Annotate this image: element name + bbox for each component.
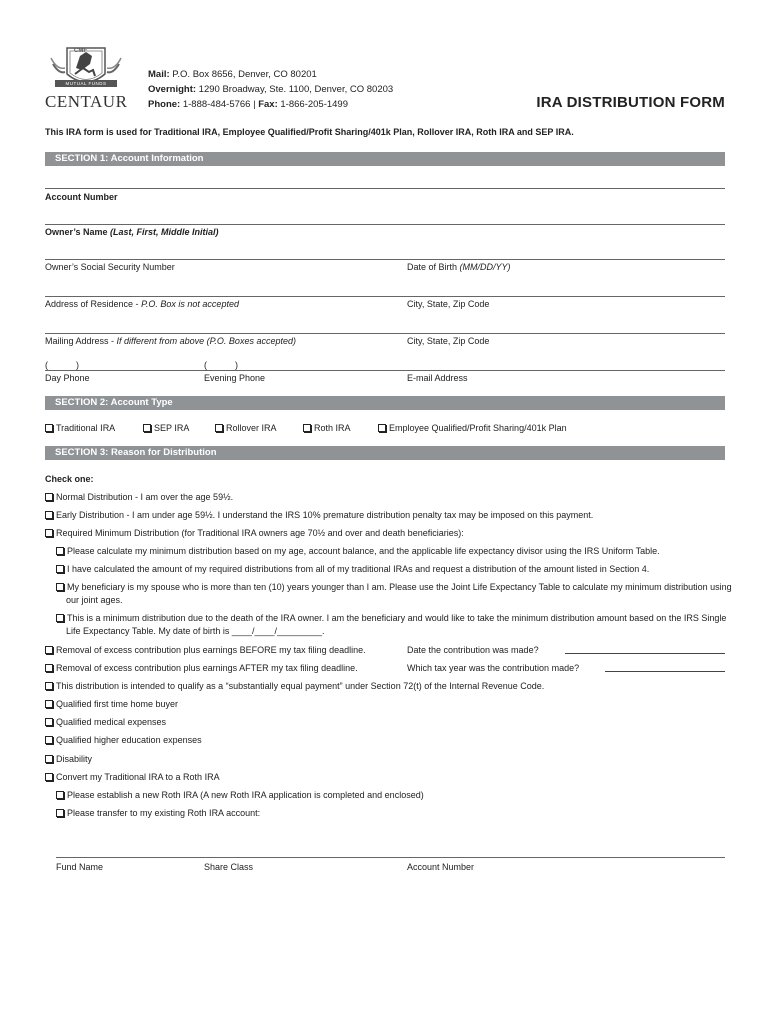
owner-name-label: Owner’s Name (Last, First, Middle Initial) bbox=[45, 227, 219, 237]
city-state-zip-label-2: City, State, Zip Code bbox=[407, 336, 490, 346]
checkbox-icon[interactable] bbox=[45, 682, 53, 690]
account-type-sep[interactable]: SEP IRA bbox=[143, 423, 189, 433]
checkbox-icon[interactable] bbox=[45, 736, 53, 744]
checkbox-icon[interactable] bbox=[56, 614, 64, 622]
residence-field[interactable] bbox=[45, 296, 725, 297]
account-number-label: Account Number bbox=[45, 192, 118, 202]
reason-excess-before[interactable]: Removal of excess contribution plus earnings BEFORE my tax filing deadline. bbox=[45, 645, 366, 655]
checkbox-icon[interactable] bbox=[45, 700, 53, 708]
reason-roth-conversion[interactable]: Convert my Traditional IRA to a Roth IRA bbox=[45, 772, 220, 782]
evening-phone-label: Evening Phone bbox=[204, 373, 266, 383]
rmd-option-beneficiary[interactable]: This is a minimum distribution due to the death of the IRA owner. I am the beneficiary and would like to take the minimum distribution amount based on the IRS Single Life Expectancy Table. My date of birth is ____/____/_________. bbox=[56, 612, 738, 638]
section3-header: SECTION 3: Reason for Distribution bbox=[45, 446, 725, 460]
checkbox-icon[interactable] bbox=[56, 791, 64, 799]
account-type-employee-qualified[interactable]: Employee Qualified/Profit Sharing/401k Plan bbox=[378, 423, 567, 433]
account-type-traditional[interactable]: Traditional IRA bbox=[45, 423, 115, 433]
contribution-year-field[interactable] bbox=[605, 662, 725, 672]
checkbox-icon[interactable] bbox=[56, 547, 64, 555]
reason-rmd[interactable]: Required Minimum Distribution (for Traditional IRA owners age 70½ and over and death beneficiaries): bbox=[45, 528, 464, 538]
checkbox-icon[interactable] bbox=[45, 773, 53, 781]
account-number-field[interactable] bbox=[45, 188, 725, 189]
rmd-option-spouse[interactable]: My beneficiary is my spouse who is more than ten (10) years younger than I am. Please use the Joint Life Expectancy Table to calculate my minimum distribution using our joint ages. bbox=[56, 581, 738, 607]
fund-name-label: Fund Name bbox=[56, 862, 104, 872]
checkbox-icon[interactable] bbox=[56, 809, 64, 817]
mailing-address-label: Mailing Address - If different from above (P.O. Boxes accepted) bbox=[45, 336, 296, 346]
city-state-zip-label-1: City, State, Zip Code bbox=[407, 299, 490, 309]
day-phone-area-code[interactable]: ( ) bbox=[45, 360, 79, 370]
ssn-dob-field[interactable] bbox=[45, 259, 725, 260]
residence-label: Address of Residence - P.O. Box is not accepted bbox=[45, 299, 239, 309]
contribution-year-question: Which tax year was the contribution made? bbox=[407, 663, 580, 673]
reason-substantially-equal[interactable]: This distribution is intended to qualify as a “substantially equal payment” under Section 72(t) of the Internal Revenue Code. bbox=[45, 681, 544, 691]
logo-name: CENTAUR bbox=[45, 92, 128, 111]
reason-normal[interactable]: Normal Distribution - I am over the age 59½. bbox=[45, 492, 233, 502]
checkbox-icon[interactable] bbox=[45, 511, 53, 519]
roth-account-details-field[interactable] bbox=[56, 857, 725, 858]
phone-fax: Phone: 1-888-484-5766 | Fax: 1-866-205-1499 bbox=[148, 99, 348, 110]
section2-header: SECTION 2: Account Type bbox=[45, 396, 725, 410]
reason-excess-after[interactable]: Removal of excess contribution plus earnings AFTER my tax filing deadline. bbox=[45, 663, 358, 673]
logo-badge-text: CMF bbox=[74, 48, 87, 54]
contribution-date-field[interactable] bbox=[565, 644, 725, 654]
checkbox-icon[interactable] bbox=[45, 755, 53, 763]
owner-name-field[interactable] bbox=[45, 224, 725, 225]
account-type-rollover[interactable]: Rollover IRA bbox=[215, 423, 277, 433]
phone-email-field[interactable] bbox=[45, 370, 725, 371]
check-one-label: Check one: bbox=[45, 474, 94, 484]
checkbox-icon[interactable] bbox=[45, 718, 53, 726]
overnight-address: Overnight: 1290 Broadway, Ste. 1100, Denver, CO 80203 bbox=[148, 84, 394, 95]
checkbox-icon[interactable] bbox=[45, 493, 53, 501]
form-title: IRA DISTRIBUTION FORM bbox=[536, 94, 725, 111]
day-phone-label: Day Phone bbox=[45, 373, 90, 383]
roth-existing-account[interactable]: Please transfer to my existing Roth IRA account: bbox=[56, 808, 260, 818]
dob-label: Date of Birth (MM/DD/YY) bbox=[407, 262, 511, 272]
contribution-date-question: Date the contribution was made? bbox=[407, 645, 539, 655]
checkbox-icon[interactable] bbox=[303, 424, 311, 432]
roth-new-account[interactable]: Please establish a new Roth IRA (A new Roth IRA application is completed and enclosed) bbox=[56, 790, 424, 800]
reason-education[interactable]: Qualified higher education expenses bbox=[45, 735, 202, 745]
mailing-address-field[interactable] bbox=[45, 333, 725, 334]
roth-account-number-label: Account Number bbox=[407, 862, 475, 872]
email-label: E-mail Address bbox=[407, 373, 468, 383]
reason-early[interactable]: Early Distribution - I am under age 59½. I understand the IRS 10% premature distribution penalty tax may be imposed on this payment. bbox=[45, 510, 593, 520]
reason-disability[interactable]: Disability bbox=[45, 754, 92, 764]
ssn-label: Owner’s Social Security Number bbox=[45, 262, 175, 272]
checkbox-icon[interactable] bbox=[45, 646, 53, 654]
rmd-option-uniform-table[interactable]: Please calculate my minimum distribution based on my age, account balance, and the applicable life expectancy divisor using the IRS Uniform Table. bbox=[56, 546, 660, 556]
checkbox-icon[interactable] bbox=[56, 583, 64, 591]
checkbox-icon[interactable] bbox=[56, 565, 64, 573]
form-subtitle: This IRA form is used for Traditional IRA, Employee Qualified/Profit Sharing/401k Plan, Rollover IRA, Roth IRA and SEP IRA. bbox=[45, 127, 574, 137]
section1-header: SECTION 1: Account Information bbox=[45, 152, 725, 166]
checkbox-icon[interactable] bbox=[378, 424, 386, 432]
checkbox-icon[interactable] bbox=[215, 424, 223, 432]
checkbox-icon[interactable] bbox=[143, 424, 151, 432]
checkbox-icon[interactable] bbox=[45, 424, 53, 432]
reason-medical[interactable]: Qualified medical expenses bbox=[45, 717, 166, 727]
checkbox-icon[interactable] bbox=[45, 664, 53, 672]
evening-phone-area-code[interactable]: ( ) bbox=[204, 360, 238, 370]
rmd-option-calculated[interactable]: I have calculated the amount of my required distributions from all of my traditional IRAs and request a distribution of the amount listed in Section 4. bbox=[56, 564, 649, 574]
logo-band-text: MUTUAL FUNDS bbox=[65, 81, 107, 86]
account-type-roth[interactable]: Roth IRA bbox=[303, 423, 351, 433]
checkbox-icon[interactable] bbox=[45, 529, 53, 537]
share-class-label: Share Class bbox=[204, 862, 254, 872]
mail-address: Mail: P.O. Box 8656, Denver, CO 80201 bbox=[148, 69, 317, 80]
reason-home-buyer[interactable]: Qualified first time home buyer bbox=[45, 699, 178, 709]
